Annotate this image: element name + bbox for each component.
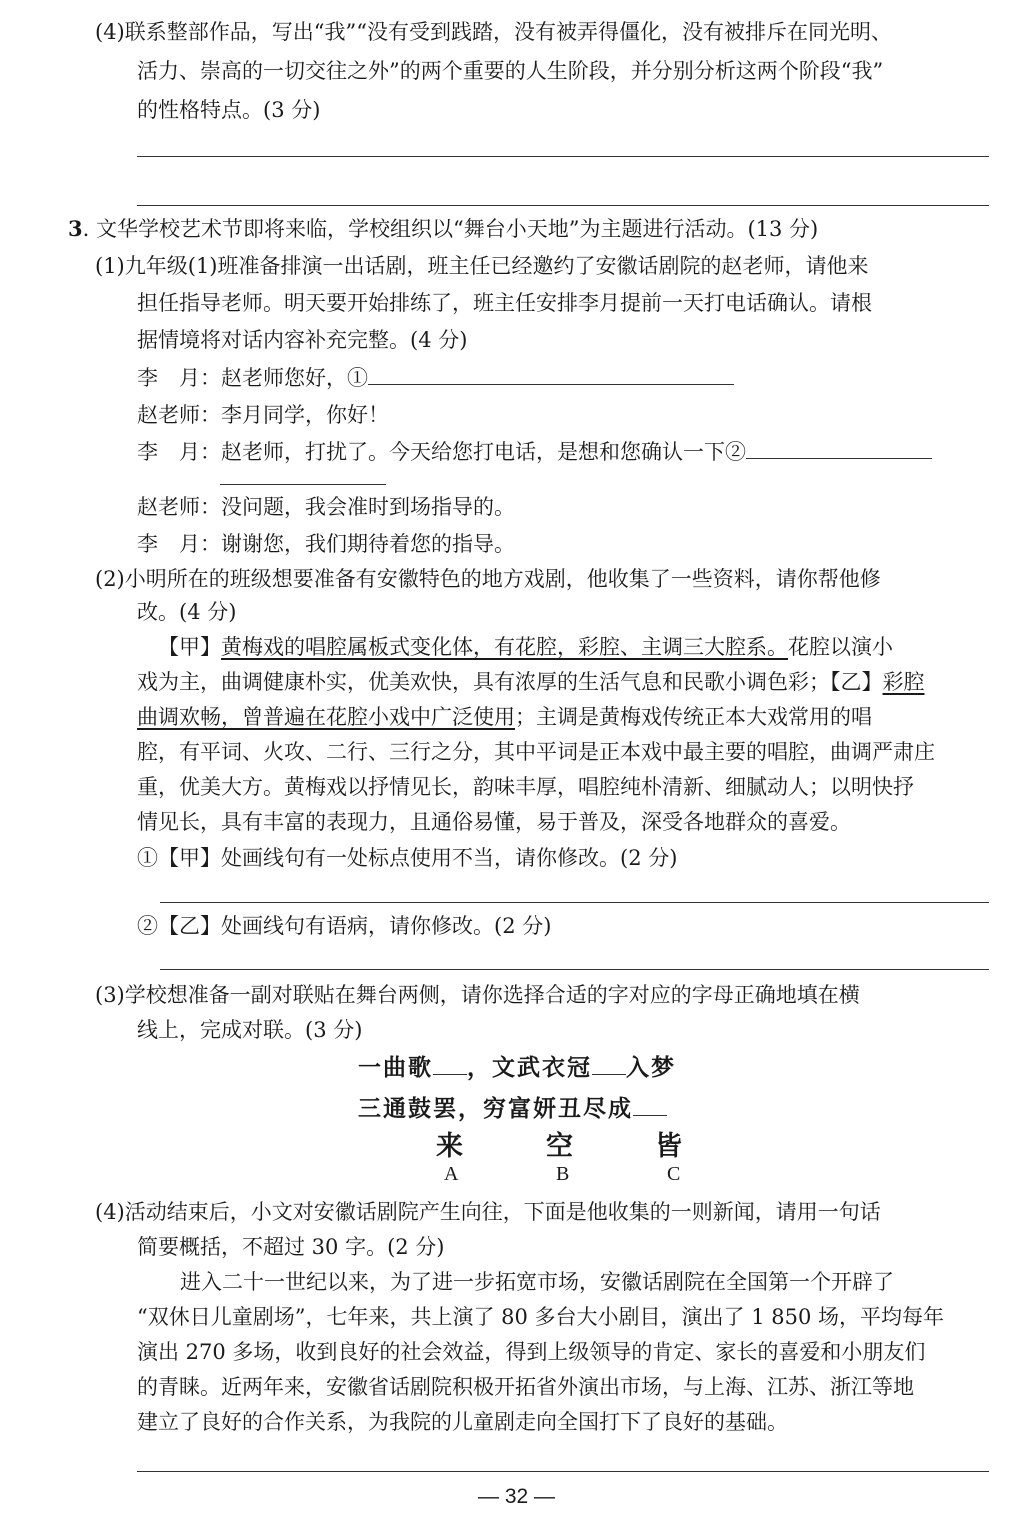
dialogue-line-1 [137, 365, 734, 391]
passage-line-6: 情见长，具有丰富的表现力，且通俗易懂，易于普及，深受各地群众的喜爱。 [137, 810, 851, 834]
q3-2-line1: (2)小明所在的班级想要准备有安徽特色的地方戏剧，他收集了一些资料，请你帮他修 [95, 567, 881, 591]
passage-line-2 [137, 669, 925, 695]
dialogue-line-4: 赵老师：没问题，我会准时到场指导的。 [137, 495, 515, 519]
q3-stem [68, 216, 818, 242]
passage-line-1 [158, 634, 893, 660]
underlined-sentence-yi: 曲调欢畅，曾普遍在花腔小戏中广泛使用 [137, 705, 515, 729]
answer-line[interactable] [137, 1471, 989, 1472]
passage-line-4: 腔，有平词、火攻、二行、三行之分，其中平词是正本戏中最主要的唱腔，曲调严肃庄 [137, 740, 935, 764]
couplet-line-2 [358, 1090, 667, 1123]
dialogue-line-2: 赵老师：李月同学，你好！ [137, 403, 389, 427]
q3-4-line1: (4)活动结束后，小文对安徽话剧院产生向往，下面是他收集的一则新闻，请用一句话 [95, 1200, 881, 1224]
q3-number: 3 [68, 216, 83, 241]
news-line-5: 建立了良好的合作关系，为我院的儿童剧走向全国打下了良好的基础。 [137, 1410, 788, 1434]
couplet-text: 三通鼓罢，穷富妍丑尽成 [358, 1096, 633, 1122]
option-char-b: 空 [546, 1131, 573, 1162]
answer-line[interactable] [137, 205, 989, 206]
couplet-text: 入梦 [626, 1055, 676, 1081]
option-letter-a: A [444, 1163, 459, 1185]
answer-blank-2-continued[interactable] [220, 484, 386, 485]
answer-line[interactable] [137, 156, 989, 157]
q3-4-line2: 简要概括，不超过 30 字。(2 分) [137, 1235, 445, 1259]
dialogue-line-3 [137, 439, 932, 465]
passage-text: 戏为主，曲调健康朴实，优美欢快，具有浓厚的生活气息和民歌小调色彩；【乙】 [137, 670, 883, 694]
passage-text: ；主调是黄梅戏传统正本大戏常用的唱 [515, 705, 872, 729]
q3-3-line1: (3)学校想准备一副对联贴在舞台两侧，请你选择合适的字对应的字母正确地填在横 [95, 983, 860, 1007]
couplet-blank-3[interactable] [633, 1095, 667, 1116]
dialogue-line-5: 李 月：谢谢您，我们期待着您的指导。 [137, 532, 515, 556]
news-line-3: 演出 270 多场，收到良好的社会效益，得到上级领导的肯定、家长的喜爱和小朋友们 [137, 1340, 926, 1364]
q2-4-line3: 的性格特点。(3 分) [137, 98, 321, 122]
answer-blank-1[interactable] [368, 366, 734, 385]
couplet-blank-2[interactable] [592, 1054, 626, 1075]
passage-line-5: 重，优美大方。黄梅戏以抒情见长，韵味丰厚，唱腔纯朴清新、细腻动人；以明快抒 [137, 775, 914, 799]
couplet-blank-1[interactable] [433, 1054, 467, 1075]
q2-4-line1: (4)联系整部作品，写出“我”“没有受到践踏，没有被弄得僵化，没有被排斥在同光明、 [95, 20, 892, 44]
q3-2-sub2: ②【乙】处画线句有语病，请你修改。(2 分) [137, 914, 552, 938]
q3-2-line2: 改。(4 分) [137, 600, 237, 624]
couplet-text: 一曲歌 [358, 1055, 433, 1081]
underlined-sentence-yi: 彩腔 [882, 670, 925, 694]
passage-text: 花腔以演小 [788, 635, 893, 659]
option-letter-c: C [667, 1163, 681, 1185]
q3-1-line2: 担任指导老师。明天要开始排练了，班主任安排李月提前一天打电话确认。请根 [137, 291, 872, 315]
q3-2-sub1: ①【甲】处画线句有一处标点使用不当，请你修改。(2 分) [137, 846, 678, 870]
couplet-text: ，文武衣冠 [467, 1055, 592, 1081]
passage-line-3 [137, 704, 872, 730]
news-line-2: “双休日儿童剧场”，七年来，共上演了 80 多台大小剧目，演出了 1 850 场，平均每年 [137, 1305, 945, 1329]
answer-line[interactable] [160, 902, 989, 903]
passage-tag-jia: 【甲】 [158, 635, 221, 659]
answer-line[interactable] [160, 969, 989, 970]
dialogue-text: 李 月：赵老师您好，① [137, 366, 368, 390]
q3-1-line1: (1)九年级(1)班准备排演一出话剧，班主任已经邀约了安徽话剧院的赵老师，请他来 [95, 254, 869, 278]
option-char-c: 皆 [655, 1131, 682, 1162]
couplet-line-1 [358, 1049, 676, 1082]
underlined-sentence-jia: 黄梅戏的唱腔属板式变化体，有花腔，彩腔、主调三大腔系。 [221, 635, 788, 659]
news-line-4: 的青睐。近两年来，安徽省话剧院积极开拓省外演出市场，与上海、江苏、浙江等地 [137, 1375, 914, 1399]
q3-3-line2: 线上，完成对联。(3 分) [137, 1018, 363, 1042]
option-char-a: 来 [436, 1131, 463, 1162]
q3-1-line3: 据情境将对话内容补充完整。(4 分) [137, 328, 468, 352]
answer-blank-2[interactable] [746, 440, 932, 459]
news-line-1: 进入二十一世纪以来，为了进一步拓宽市场，安徽话剧院在全国第一个开辟了 [180, 1270, 894, 1294]
dialogue-text: 李 月：赵老师，打扰了。今天给您打电话，是想和您确认一下② [137, 440, 746, 464]
page-number: — 32 — [478, 1485, 556, 1508]
q2-4-line2: 活力、崇高的一切交往之外”的两个重要的人生阶段，并分别分析这两个阶段“我” [137, 59, 884, 83]
option-letter-b: B [556, 1163, 570, 1185]
q3-stem-text: . 文华学校艺术节即将来临，学校组织以“舞台小天地”为主题进行活动。(13 分) [82, 217, 819, 241]
